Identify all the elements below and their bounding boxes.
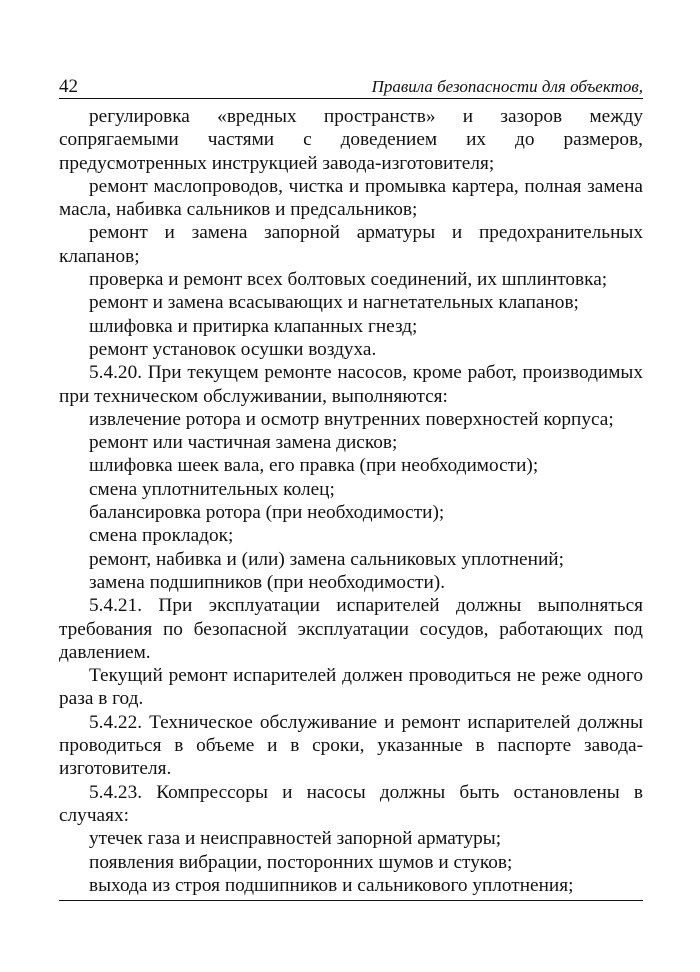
paragraph: шлифовка и притирка клапанных гнезд;	[89, 315, 418, 337]
paragraph: регулировка «вредных пространств» и зазоров между сопрягаемыми частями с доведением их до размеров, предусмотренных инструкцией завода-изготовителя;	[59, 106, 643, 174]
paragraph: балансировка ротора (при необходимости);	[89, 502, 445, 524]
paragraph: извлечение ротора и осмотр внутренних поверхностей корпуса;	[89, 408, 614, 430]
body-text	[59, 105, 643, 897]
page-number: 42	[59, 76, 78, 97]
paragraph: утечек газа и неисправностей запорной арматуры;	[89, 828, 502, 850]
paragraph: ремонт и замена всасывающих и нагнетательных клапанов;	[89, 292, 579, 314]
footer-rule	[59, 900, 643, 901]
paragraph: ремонт, набивка и (или) замена сальниковых уплотнений;	[89, 548, 564, 570]
paragraph: шлифовка шеек вала, его правка (при необходимости);	[89, 455, 539, 477]
paragraph: Текущий ремонт испарителей должен проводиться не реже одного раза в год.	[59, 665, 643, 710]
paragraph: смена прокладок;	[89, 525, 234, 547]
paragraph: замена подшипников (при необходимости).	[89, 571, 446, 593]
paragraph: выхода из строя подшипников и сальникового уплотнения;	[89, 874, 574, 896]
paragraph: ремонт или частичная замена дисков;	[89, 432, 398, 454]
paragraph: смена уплотнительных колец;	[89, 478, 335, 500]
paragraph: проверка и ремонт всех болтовых соединений, их шплинтовка;	[89, 269, 608, 291]
running-header-title: Правила безопасности для объектов,	[371, 77, 643, 96]
paragraph: ремонт установок осушки воздуха.	[89, 338, 377, 360]
section-5-4-20-paragraph: 5.4.20. При текущем ремонте насосов, кроме работ, производимых при техническом обслуживании, выполняются:	[59, 362, 643, 407]
section-5-4-23-paragraph: 5.4.23. Компрессоры и насосы должны быть остановлены в случаях:	[59, 781, 643, 826]
running-header	[59, 76, 643, 99]
document-page	[59, 76, 643, 901]
paragraph: появления вибрации, посторонних шумов и стуков;	[89, 851, 513, 873]
section-5-4-22-paragraph: 5.4.22. Техническое обслуживание и ремонт испарителей должны проводиться в объеме и в сроки, указанные в паспорте завода-изготовителя.	[59, 711, 643, 780]
section-5-4-21-paragraph: 5.4.21. При эксплуатации испарителей должны выполняться требования по безопасной эксплуатации сосудов, работающих под давлением.	[59, 595, 643, 663]
paragraph: ремонт и замена запорной арматуры и предохранительных клапанов;	[59, 222, 643, 267]
paragraph: ремонт маслопроводов, чистка и промывка картера, полная замена масла, набивка сальников и предсальников;	[59, 175, 643, 221]
